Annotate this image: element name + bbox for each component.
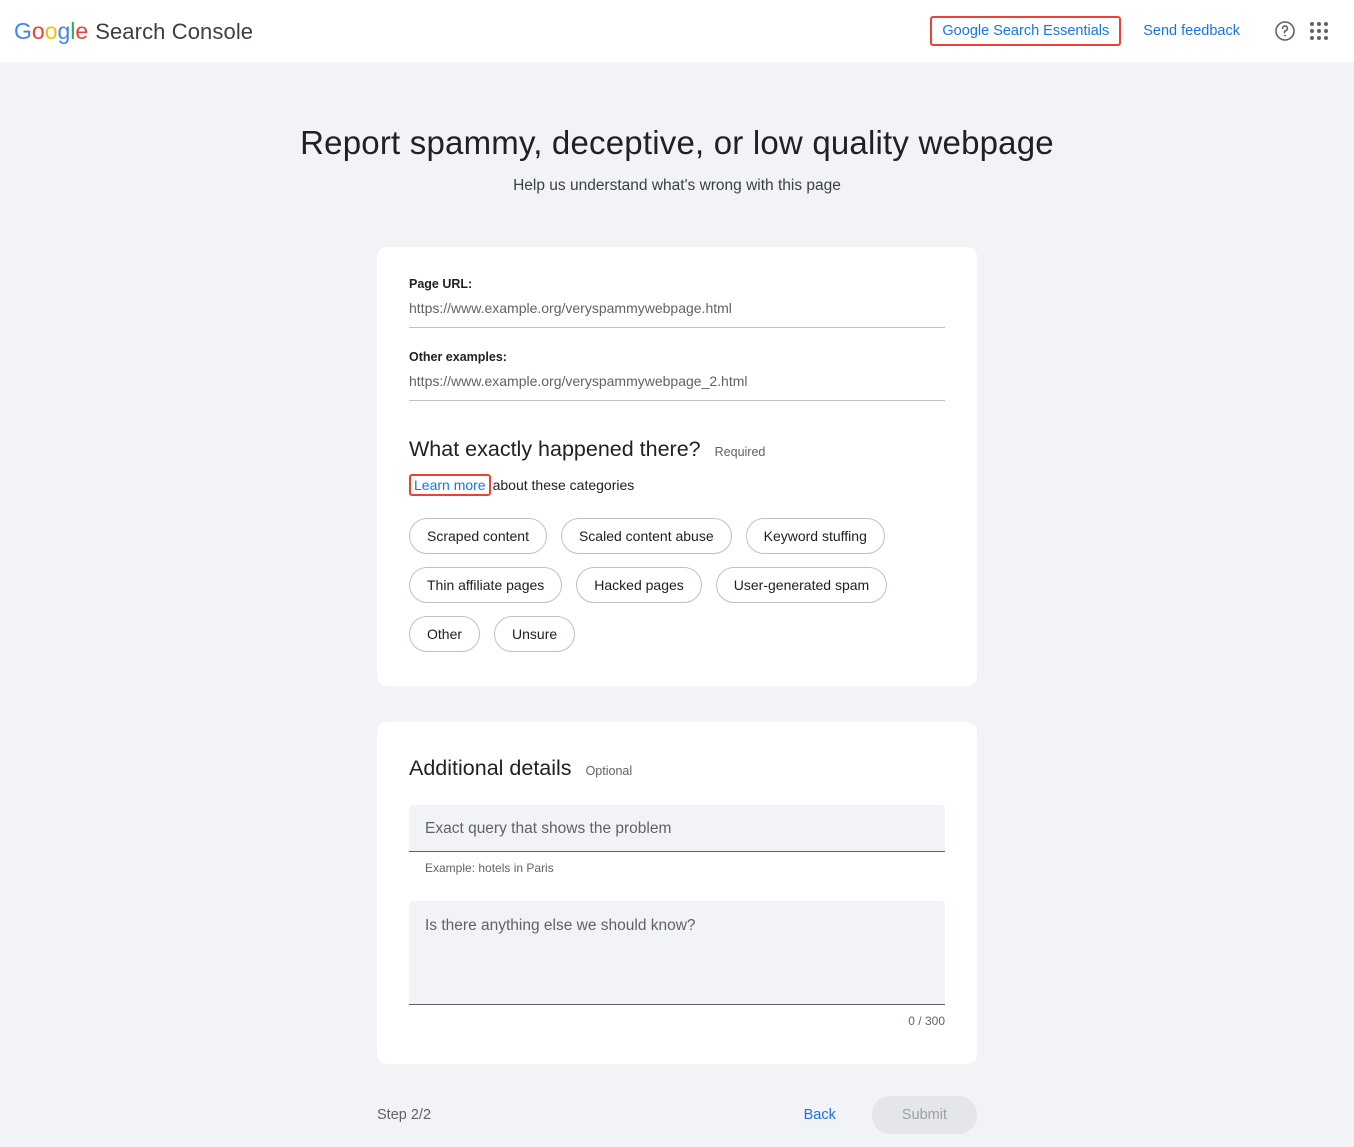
apps-grid-icon[interactable]: [1302, 14, 1336, 48]
logo-letter-g1: G: [14, 17, 32, 44]
page-url-value: https://www.example.org/veryspammywebpage.html: [409, 300, 945, 328]
question-header: [409, 437, 945, 462]
step-indicator: Step 2/2: [377, 1107, 432, 1123]
product-name: Search Console: [95, 18, 254, 44]
category-chip-hacked-pages[interactable]: Hacked pages: [576, 567, 702, 603]
additional-details-header: [409, 756, 945, 781]
header-actions: [930, 14, 1336, 48]
other-examples-field: [409, 350, 945, 401]
logo-letter-e: e: [75, 17, 89, 44]
category-chip-thin-affiliate-pages[interactable]: Thin affiliate pages: [409, 567, 562, 603]
character-counter: 0 / 300: [908, 1014, 945, 1028]
category-chip-unsure[interactable]: Unsure: [494, 616, 575, 652]
search-essentials-highlight: [930, 16, 1121, 46]
category-chip-scaled-content-abuse[interactable]: Scaled content abuse: [561, 518, 732, 554]
category-chip-group: [409, 518, 919, 652]
additional-details-card: [377, 722, 977, 1064]
other-examples-label: Other examples:: [409, 350, 507, 364]
send-feedback-link[interactable]: Send feedback: [1143, 23, 1240, 39]
google-search-essentials-link[interactable]: Google Search Essentials: [942, 23, 1110, 39]
report-details-card: [377, 247, 977, 686]
logo-letter-o2: o: [44, 17, 58, 44]
learn-more-suffix: about these categories: [492, 477, 635, 493]
learn-more-row: [409, 474, 945, 496]
question-required-flag: Required: [714, 445, 766, 459]
page-title: Report spammy, deceptive, or low quality webpage: [300, 124, 1054, 161]
help-circle-icon[interactable]: [1268, 14, 1302, 48]
additional-details-title: Additional details: [409, 756, 572, 780]
page-url-field: [409, 277, 945, 328]
exact-query-input[interactable]: Exact query that shows the problem: [409, 805, 945, 852]
apps-grid-dots: [1310, 22, 1328, 40]
app-header: [0, 0, 1354, 62]
page-subtitle: Help us understand what's wrong with this page: [513, 177, 841, 194]
footer-actions: [794, 1096, 977, 1134]
page-url-label: Page URL:: [409, 277, 473, 291]
category-chip-keyword-stuffing[interactable]: Keyword stuffing: [746, 518, 885, 554]
brand-logo[interactable]: [14, 18, 253, 45]
exact-query-hint: Example: hotels in Paris: [425, 861, 554, 875]
back-button[interactable]: Back: [794, 1099, 846, 1131]
category-chip-user-generated-spam[interactable]: User-generated spam: [716, 567, 887, 603]
submit-button[interactable]: Submit: [872, 1096, 977, 1134]
learn-more-link[interactable]: Learn more: [409, 474, 491, 496]
category-chip-scraped-content[interactable]: Scraped content: [409, 518, 547, 554]
google-wordmark: [14, 18, 88, 45]
logo-letter-g2: g: [57, 17, 71, 44]
category-chip-other[interactable]: Other: [409, 616, 480, 652]
other-examples-value: https://www.example.org/veryspammywebpage_2.html: [409, 373, 945, 401]
form-footer: [377, 1086, 977, 1144]
additional-details-optional-flag: Optional: [585, 764, 633, 778]
question-title: What exactly happened there?: [409, 437, 701, 461]
logo-letter-o1: o: [31, 17, 45, 44]
logo-letter-l: l: [70, 17, 76, 44]
additional-notes-textarea[interactable]: Is there anything else we should know?: [409, 901, 945, 1005]
